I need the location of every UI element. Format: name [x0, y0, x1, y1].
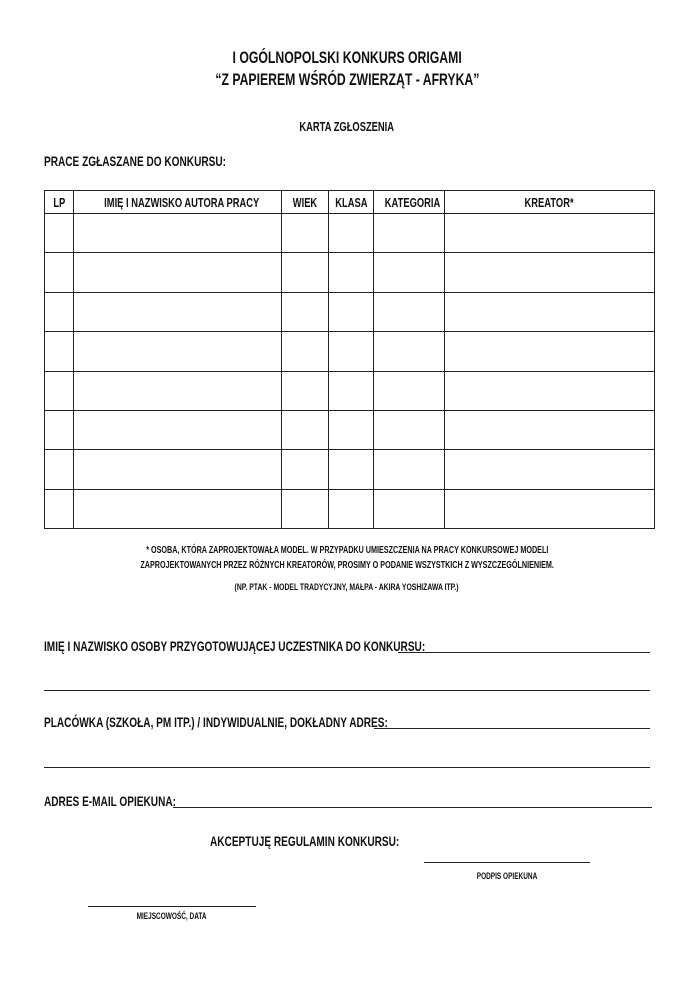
table-cell[interactable] [374, 371, 445, 410]
table-cell[interactable] [445, 489, 655, 528]
column-header-creator: KREATOR* [445, 191, 655, 214]
footnote-example: (NP. PTAK - MODEL TRADYCYJNY, MAŁPA - AKIRA YOSHIZAWA ITP.) [235, 582, 459, 593]
table-header-row [45, 191, 655, 214]
table-cell[interactable] [374, 253, 445, 292]
accept-rules-label: AKCEPTUJĘ REGULAMIN KONKURSU: [210, 833, 400, 849]
table-row [45, 410, 655, 449]
table-cell[interactable] [282, 489, 329, 528]
column-header-age: WIEK [282, 191, 329, 214]
table-cell[interactable] [329, 332, 374, 371]
table-row [45, 332, 655, 371]
table-cell[interactable] [74, 489, 282, 528]
place-date-line[interactable] [88, 906, 256, 907]
table-cell[interactable] [74, 253, 282, 292]
table-cell[interactable] [45, 489, 74, 528]
table-cell[interactable] [45, 450, 74, 489]
table-cell[interactable] [329, 489, 374, 528]
table-cell[interactable] [74, 410, 282, 449]
table-cell[interactable] [329, 292, 374, 331]
table-cell[interactable] [74, 292, 282, 331]
place-date-caption: MIEJSCOWOŚĆ, DATA [137, 911, 207, 921]
table-cell[interactable] [374, 292, 445, 331]
table-cell[interactable] [45, 410, 74, 449]
table-cell[interactable] [374, 489, 445, 528]
table-cell[interactable] [282, 410, 329, 449]
table-row [45, 450, 655, 489]
table-cell[interactable] [445, 371, 655, 410]
table-cell[interactable] [445, 214, 655, 253]
table-cell[interactable] [329, 450, 374, 489]
table-cell[interactable] [282, 292, 329, 331]
email-label: ADRES E-MAIL OPIEKUNA: [44, 793, 176, 809]
form-title-line1: I OGÓLNOPOLSKI KONKURS ORIGAMI [232, 48, 462, 67]
table-cell[interactable] [374, 410, 445, 449]
table-cell[interactable] [445, 253, 655, 292]
column-header-class: KLASA [329, 191, 374, 214]
footnote-line1: * OSOBA, KTÓRA ZAPROJEKTOWAŁA MODEL. W PRZYPADKU UMIESZCZENIA NA PRACY KONKURSOWEJ MODELI [145, 545, 549, 556]
table-cell[interactable] [445, 450, 655, 489]
table-cell[interactable] [74, 371, 282, 410]
column-header-author: IMIĘ I NAZWISKO AUTORA PRACY [74, 191, 282, 214]
entries-table-body [45, 214, 655, 529]
preparer-name-line[interactable] [398, 652, 650, 653]
signature-caption: PODPIS OPIEKUNA [476, 871, 538, 881]
table-row [45, 214, 655, 253]
entries-table [44, 190, 655, 529]
table-row [45, 371, 655, 410]
table-row [45, 489, 655, 528]
signature-line[interactable] [424, 862, 590, 863]
preparer-name-line-2[interactable] [44, 690, 650, 691]
table-cell[interactable] [45, 371, 74, 410]
column-header-lp: LP [45, 191, 74, 214]
table-cell[interactable] [445, 410, 655, 449]
footnote-line2: ZAPROJEKTOWANYCH PRZEZ RÓŻNYCH KREATORÓW, PROSIMY O PODANIE WSZYSTKICH Z WYSZCZEGÓLNIENIEM. [140, 560, 554, 571]
table-cell[interactable] [74, 214, 282, 253]
email-line[interactable] [173, 807, 652, 808]
section-label: PRACE ZGŁASZANE DO KONKURSU: [44, 153, 227, 169]
table-cell[interactable] [282, 214, 329, 253]
column-header-category: KATEGORIA [374, 191, 445, 214]
table-cell[interactable] [282, 332, 329, 371]
table-cell[interactable] [329, 253, 374, 292]
table-cell[interactable] [374, 214, 445, 253]
table-row [45, 253, 655, 292]
form-subtitle: KARTA ZGŁOSZENIA [299, 119, 395, 134]
preparer-label: IMIĘ I NAZWISKO OSOBY PRZYGOTOWUJĄCEJ UCZESTNIKA DO KONKURSU: [44, 638, 426, 654]
table-cell[interactable] [374, 332, 445, 371]
table-cell[interactable] [445, 292, 655, 331]
table-cell[interactable] [329, 410, 374, 449]
table-cell[interactable] [445, 332, 655, 371]
form-title-line2: “Z PAPIEREM WŚRÓD ZWIERZĄT - AFRYKA” [214, 70, 480, 89]
table-cell[interactable] [74, 332, 282, 371]
table-cell[interactable] [45, 253, 74, 292]
table-cell[interactable] [374, 450, 445, 489]
table-cell[interactable] [45, 292, 74, 331]
table-cell[interactable] [45, 332, 74, 371]
table-row [45, 292, 655, 331]
table-cell[interactable] [282, 253, 329, 292]
table-cell[interactable] [282, 450, 329, 489]
table-cell[interactable] [329, 214, 374, 253]
table-cell[interactable] [282, 371, 329, 410]
institution-address-line-2[interactable] [44, 767, 650, 768]
institution-label: PLACÓWKA (SZKOŁA, PM ITP.) / INDYWIDUALNIE, DOKŁADNY ADRES: [44, 714, 388, 730]
table-cell[interactable] [329, 371, 374, 410]
institution-address-line[interactable] [374, 728, 650, 729]
table-cell[interactable] [74, 450, 282, 489]
table-cell[interactable] [45, 214, 74, 253]
